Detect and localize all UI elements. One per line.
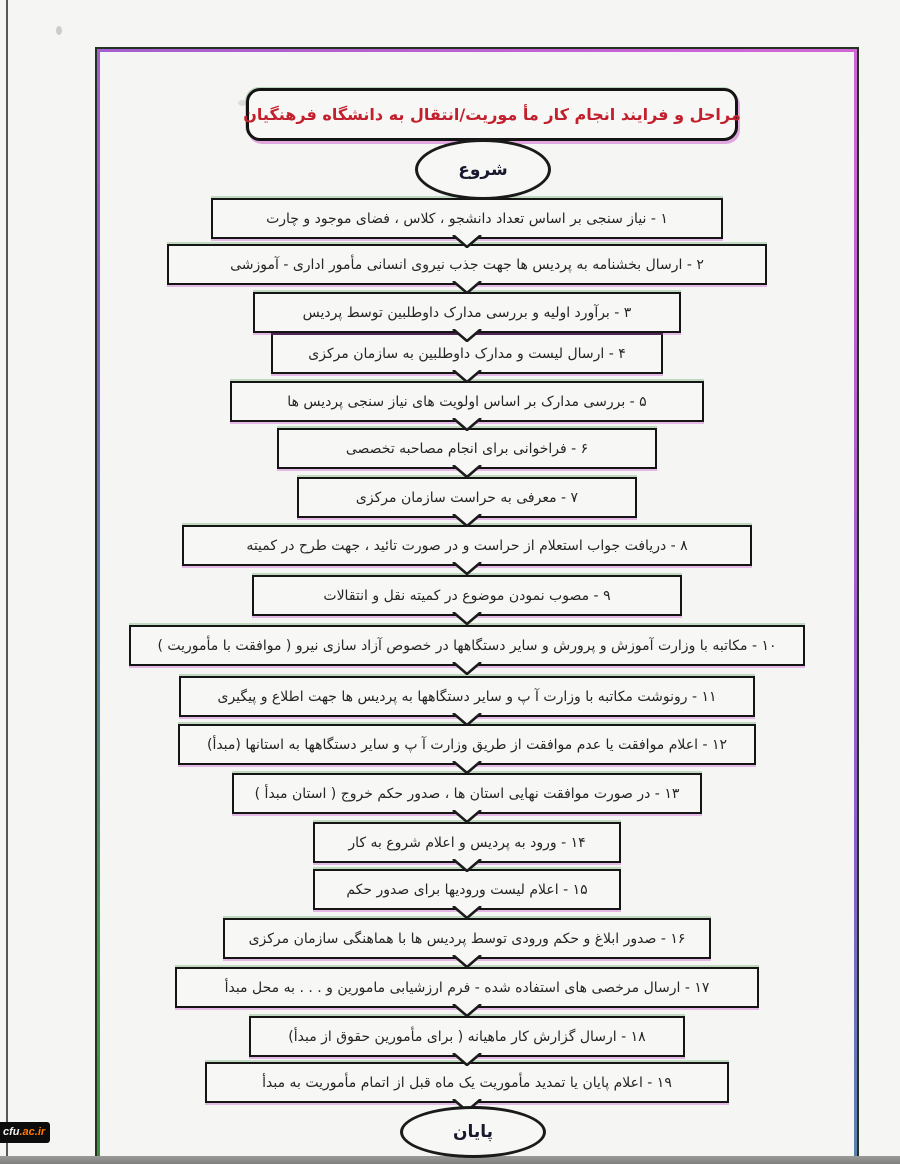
flow-step-19: [205, 1062, 729, 1103]
flow-step-label: ۷ - معرفی به حراست سازمان مرکزی: [355, 489, 579, 506]
flow-step-2: [167, 244, 767, 285]
flow-step-14: [313, 822, 621, 863]
flow-step-label: ۱۸ - ارسال گزارش کار ماهیانه ( برای مأمورین حقوق از مبدأ): [288, 1028, 646, 1045]
watermark-cfu: [0, 1122, 50, 1143]
flowchart-title-box: [243, 88, 741, 141]
flow-step-label: ۱۳ - در صورت موافقت نهایی استان ها ، صدور حکم خروج ( استان مبدأ ): [254, 785, 680, 802]
start-label: شروع: [458, 159, 508, 180]
watermark-suffix: .ac.ir: [19, 1126, 46, 1138]
flow-step-7: [297, 477, 637, 518]
connector-arrow-icon: [452, 859, 482, 872]
connector-arrow-icon: [452, 662, 482, 675]
connector-arrow-icon: [452, 418, 482, 431]
page-title: مراحل و فرایند انجام کار مأ موریت/انتقال به دانشگاه فرهنگیان: [243, 105, 741, 124]
connector-arrow-icon: [452, 514, 482, 527]
flow-step-16: [223, 918, 711, 959]
start-node: [415, 139, 551, 200]
flow-step-label: ۶ - فراخوانی برای انجام مصاحبه تخصصی: [345, 440, 589, 457]
flow-step-label: ۱۰ - مکاتبه با وزارت آموزش و پرورش و سایر دستگاهها در خصوص آزاد سازی نیرو ( موافقت با مأموریت ): [157, 637, 777, 654]
connector-arrow-icon: [452, 235, 482, 248]
flow-step-17: [175, 967, 759, 1008]
flow-step-5: [230, 381, 704, 422]
scan-speck: [56, 26, 62, 35]
connector-arrow-icon: [452, 955, 482, 968]
connector-arrow-icon: [452, 465, 482, 478]
flow-step-11: [179, 676, 755, 717]
connector-arrow-icon: [452, 562, 482, 575]
connector-arrow-icon: [452, 281, 482, 294]
connector-arrow-icon: [452, 906, 482, 919]
flow-step-label: ۱۴ - ورود به پردیس و اعلام شروع به کار: [348, 834, 586, 851]
flow-step-13: [232, 773, 702, 814]
flow-step-6: [277, 428, 657, 469]
end-label: پایان: [452, 1122, 494, 1142]
connector-arrow-icon: [452, 612, 482, 625]
end-node: [400, 1106, 546, 1158]
watermark-prefix: cfu: [3, 1126, 20, 1138]
flow-step-8: [182, 525, 752, 566]
connector-arrow-icon: [452, 370, 482, 383]
flow-step-label: ۸ - دریافت جواب استعلام از حراست و در صورت تائید ، جهت طرح در کمیته: [246, 537, 688, 554]
connector-arrow-icon: [452, 810, 482, 823]
flow-step-10: [129, 625, 805, 666]
scan-edge-line: [6, 0, 8, 1164]
flow-step-label: ۱۹ - اعلام پایان یا تمدید مأموریت یک ماه قبل از اتمام مأموریت به مبدأ: [262, 1074, 672, 1091]
flow-step-label: ۱۱ - رونوشت مکاتبه با وزارت آ پ و سایر دستگاهها به پردیس ها جهت اطلاع و پیگیری: [217, 688, 717, 705]
flow-step-18: [249, 1016, 685, 1057]
connector-arrow-icon: [452, 1004, 482, 1017]
connector-arrow-icon: [452, 329, 482, 342]
connector-arrow-icon: [452, 713, 482, 726]
flow-step-label: ۱۶ - صدور ابلاغ و حکم ورودی توسط پردیس ها با هماهنگی سازمان مرکزی: [248, 930, 686, 947]
flow-step-1: [211, 198, 723, 239]
flow-step-9: [252, 575, 682, 616]
flow-step-3: [253, 292, 681, 333]
flow-step-label: ۳ - برآورد اولیه و بررسی مدارک داوطلبین توسط پردیس: [302, 304, 632, 321]
flow-step-label: ۱۵ - اعلام لیست ورودیها برای صدور حکم: [346, 881, 588, 898]
flow-step-12: [178, 724, 756, 765]
scan-bottom-edge: [0, 1156, 900, 1164]
flow-step-label: ۱ - نیاز سنجی بر اساس تعداد دانشجو ، کلاس ، فضای موجود و چارت: [266, 210, 668, 227]
flow-step-label: ۱۲ - اعلام موافقت یا عدم موافقت از طریق وزارت آ پ و سایر دستگاهها به استانها (مبدأ): [206, 736, 728, 753]
flow-step-label: ۱۷ - ارسال مرخصی های استفاده شده - فرم ارزشیابی مامورین و . . . به محل مبدأ: [224, 979, 710, 996]
flow-step-15: [313, 869, 621, 910]
connector-arrow-icon: [452, 761, 482, 774]
connector-arrow-icon: [452, 1053, 482, 1066]
flow-step-label: ۵ - بررسی مدارک بر اساس اولویت های نیاز سنجی پردیس ها: [287, 393, 647, 410]
flow-step-label: ۲ - ارسال بخشنامه به پردیس ها جهت جذب نیروی انسانی مأمور اداری - آموزشی: [230, 256, 704, 273]
flow-step-label: ۹ - مصوب نمودن موضوع در کمیته نقل و انتقالات: [323, 587, 611, 604]
flow-step-label: ۴ - ارسال لیست و مدارک داوطلبین به سازمان مرکزی: [308, 345, 626, 362]
